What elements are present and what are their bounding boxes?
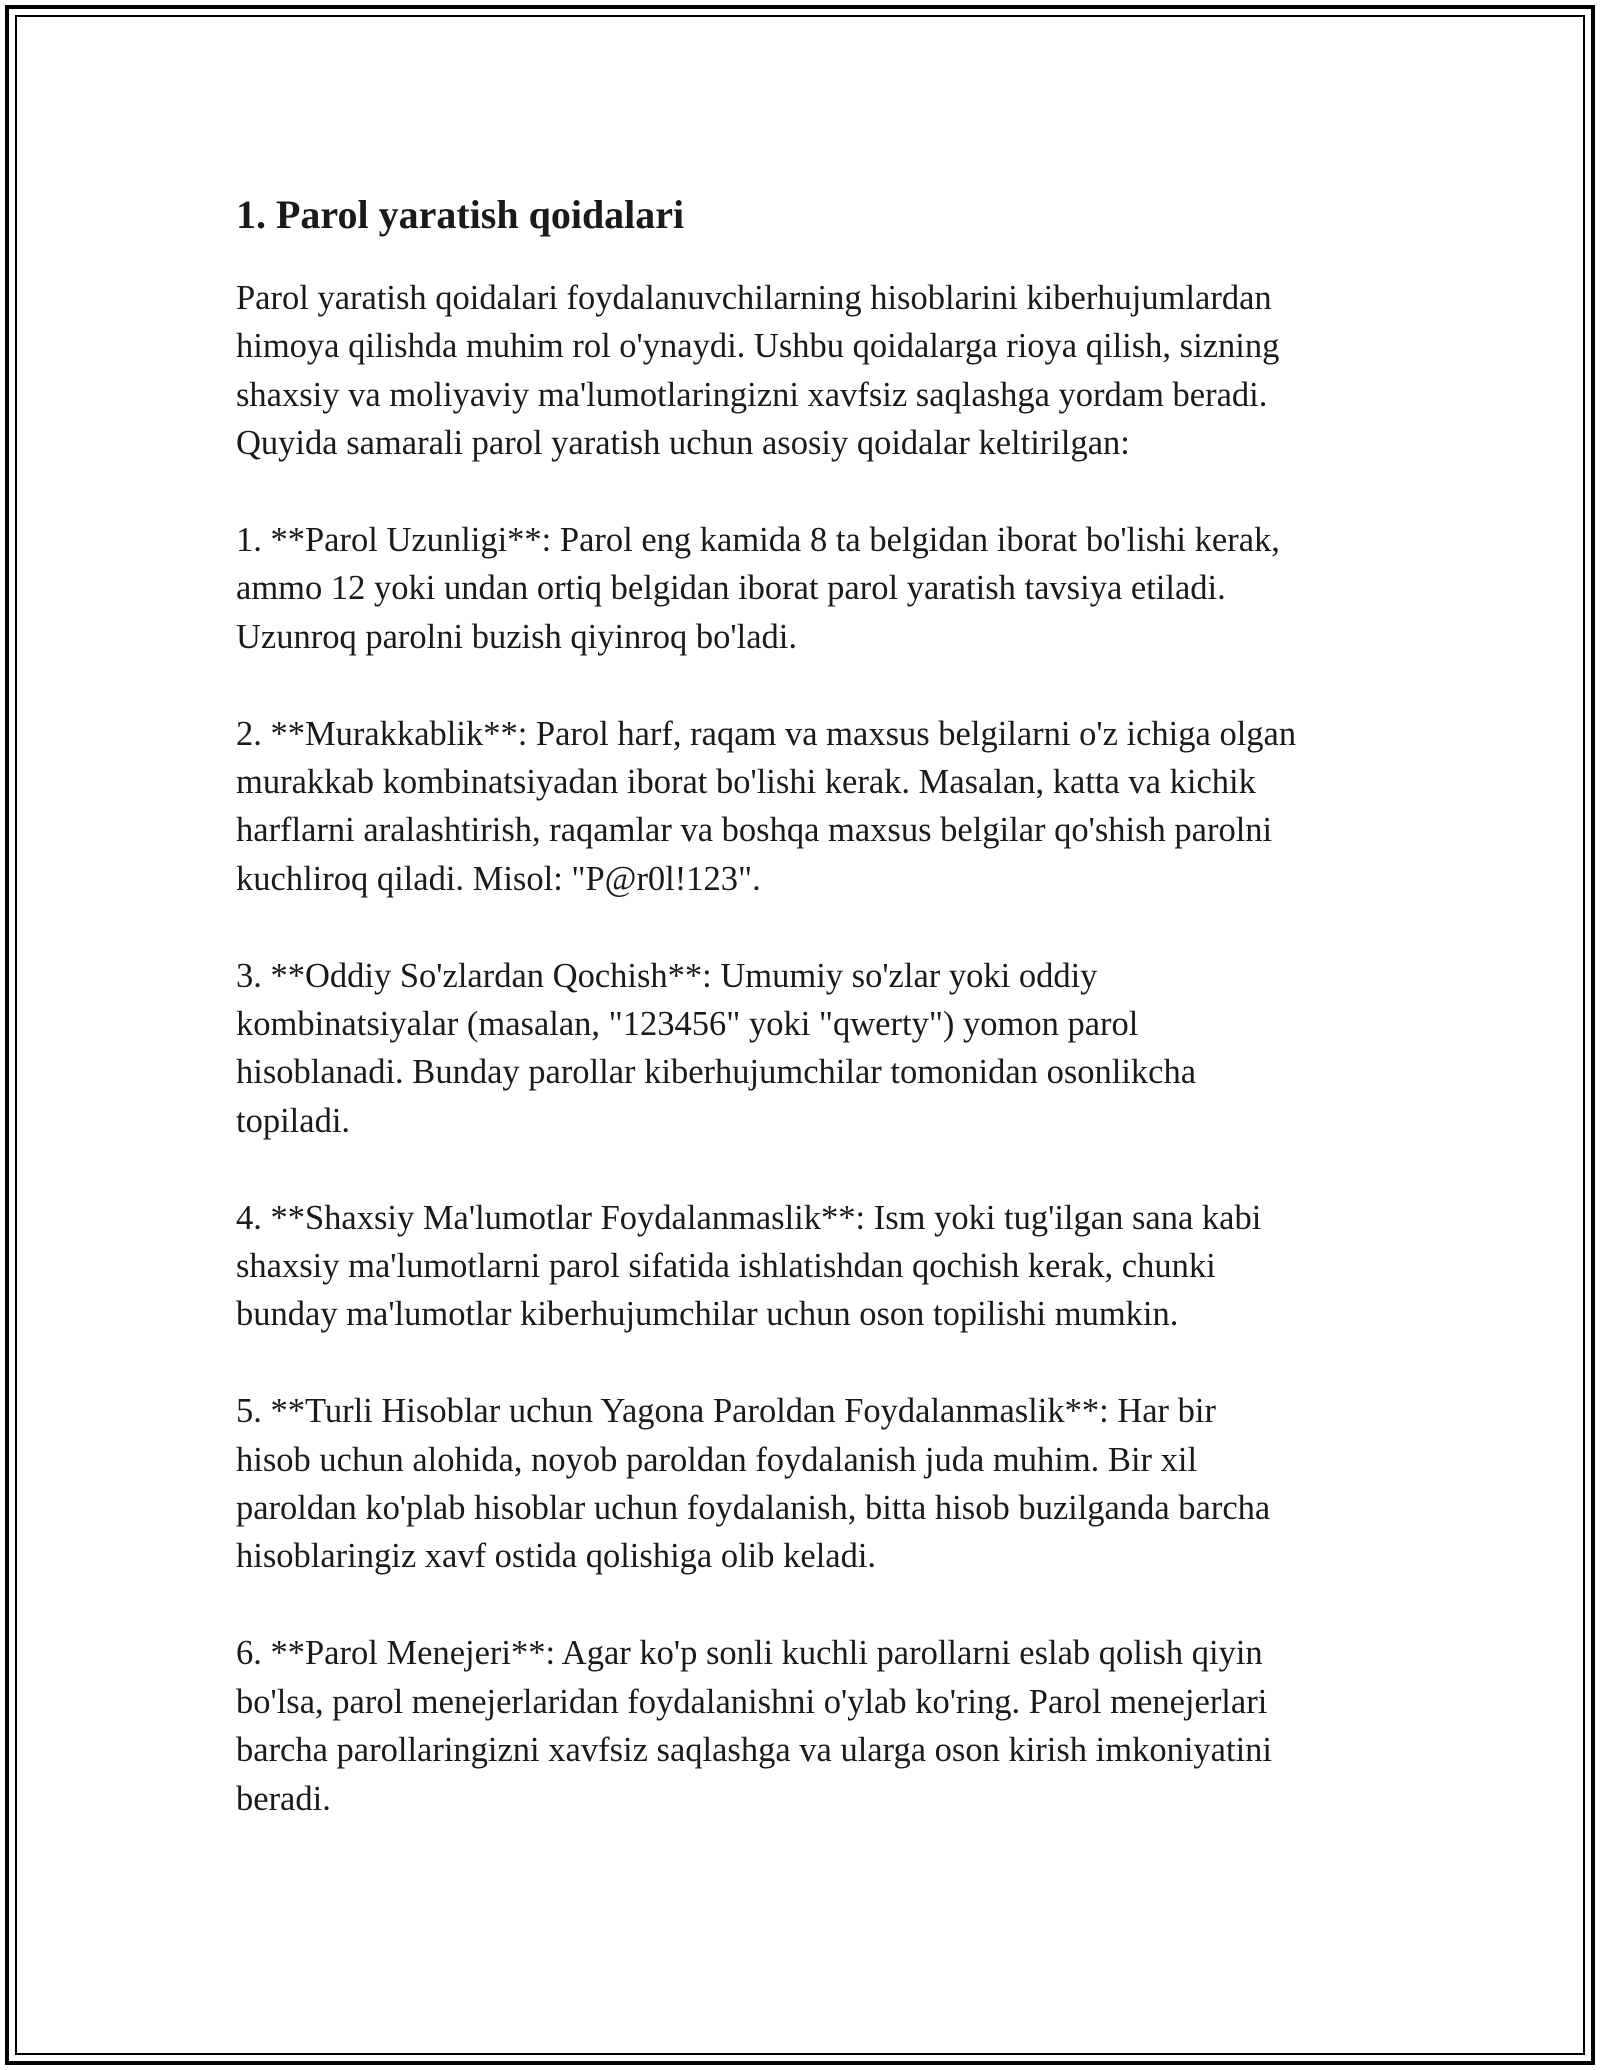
- rule-avoid-common-words: 3. **Oddiy So'zlardan Qochish**: Umumiy so'zlar yoki oddiy kombinatsiyalar (masalan, "123456" yoki "qwerty") yomon parol hisoblanadi. Bunday parollar kiberhujumchilar tomonidan osonlikcha topiladi.: [236, 956, 1197, 1140]
- rule-avoid-personal-info: 4. **Shaxsiy Ma'lumotlar Foydalanmaslik**: Ism yoki tug'ilgan sana kabi shaxsiy ma'lumotlarni parol sifatida ishlatishdan qochish kerak, chunki bunday ma'lumotlar kiberhujumchilar uchun oson topilishi mumkin.: [236, 1198, 1262, 1334]
- section-heading: 1. Parol yaratish qoidalari: [236, 192, 685, 237]
- rule-password-length: 1. **Parol Uzunligi**: Parol eng kamida 8 ta belgidan iborat bo'lishi kerak, ammo 12 yoki undan ortiq belgidan iborat parol yaratish tavsiya etiladi. Uzunroq parolni buzish qiyinroq bo'ladi.: [236, 521, 1280, 656]
- intro-paragraph: Parol yaratish qoidalari foydalanuvchilarning hisoblarini kiberhujumlardan himoya qilishda muhim rol o'ynaydi. Ushbu qoidalarga rioya qilish, sizning shaxsiy va moliyaviy ma'lumotlaringizni xavfsiz saqlashga yordam beradi. Quyida samarali parol yaratish uchun asosiy qoidalar keltirilgan:: [236, 279, 1280, 463]
- rule-unique-passwords: 5. **Turli Hisoblar uchun Yagona Paroldan Foydalanmaslik**: Har bir hisob uchun alohida, noyob paroldan foydalanish juda muhim. Bir xil paroldan ko'plab hisoblar uchun foydalanish, bitta hisob buzilganda barcha hisoblaringiz xavf ostida qolishiga olib keladi.: [236, 1392, 1271, 1576]
- document-body: [236, 180, 1386, 1871]
- rule-password-manager: 6. **Parol Menejeri**: Agar ko'p sonli kuchli parollarni eslab qolish qiyin bo'lsa, parol menejerlaridan foydalanishni o'ylab ko'ring. Parol menejerlari barcha parollaringizni xavfsiz saqlashga va ularga oson kirish imkoniyatini beradi.: [236, 1634, 1272, 1818]
- rule-complexity: 2. **Murakkablik**: Parol harf, raqam va maxsus belgilarni o'z ichiga olgan murakkab kombinatsiyadan iborat bo'lishi kerak. Masalan, katta va kichik harflarni aralashtirish, raqamlar va boshqa maxsus belgilar qo'shish parolni kuchliroq qiladi. Misol: "P@r0l!123".: [236, 714, 1297, 898]
